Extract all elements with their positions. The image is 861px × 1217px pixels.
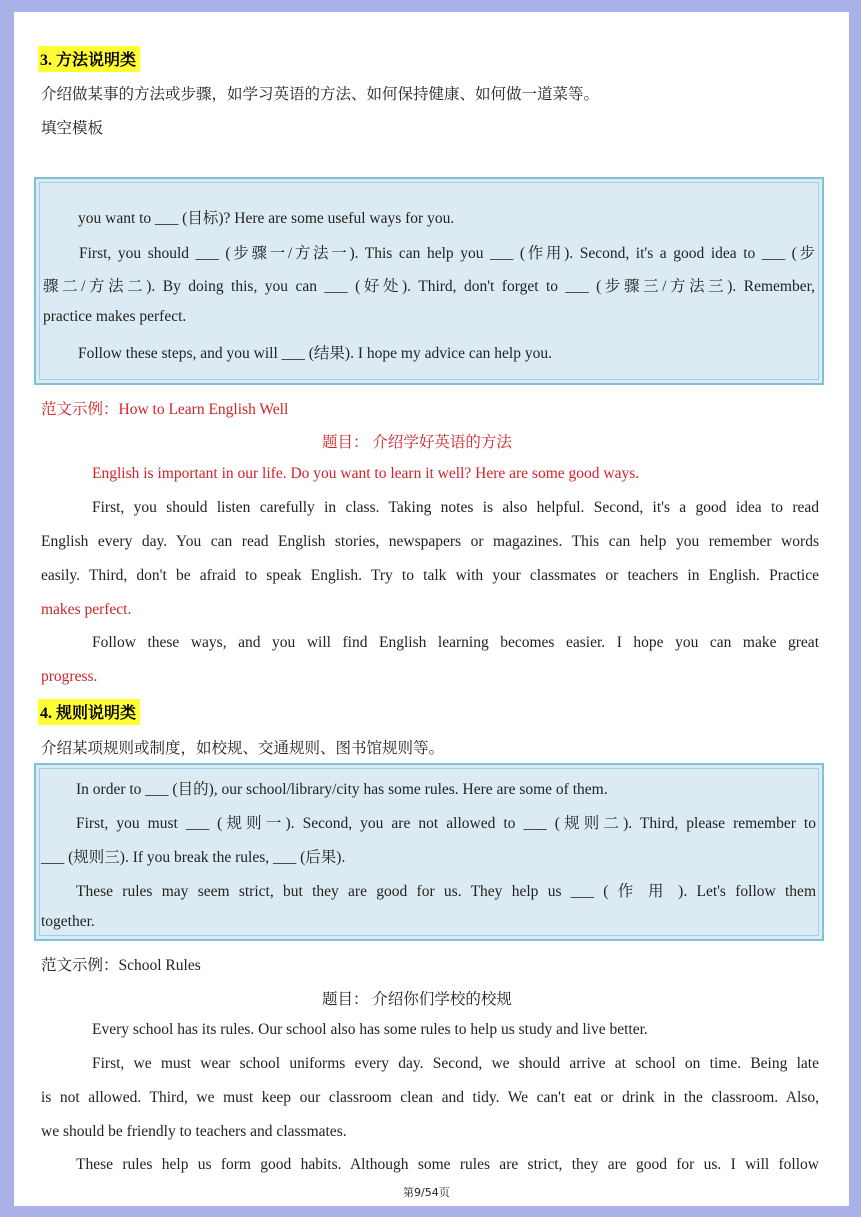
section4-template-line: In order to ___ (目的), our school/library/city has some rules. Here are some of them. <box>76 781 608 798</box>
section3-example-line: First, you should listen carefully in class. Taking notes is also helpful. Second, it's a good idea to read <box>92 499 819 516</box>
section3-example-line: English every day. You can read English stories, newspapers or magazines. This can help you remember words <box>41 533 819 550</box>
section3-template-line: Follow these steps, and you will ___ (结果). I hope my advice can help you. <box>78 345 552 362</box>
section3-example-title: 题目： 介绍学好英语的方法 <box>322 434 512 451</box>
section4-example-line: we should be friendly to teachers and classmates. <box>41 1123 347 1140</box>
section3-template-line: First, you should ___ (步骤一/方法一). This can help you ___ (作用). Second, it's a good idea to ___ (步 <box>79 245 815 262</box>
section4-example-line: These rules help us form good habits. Although some rules are strict, they are good for us. I will follow <box>76 1156 819 1173</box>
section4-example-title: 题目： 介绍你们学校的校规 <box>322 991 512 1008</box>
section3-example-line: English is important in our life. Do you want to learn it well? Here are some good ways. <box>92 465 640 482</box>
page-number: 第9/54页 <box>403 1186 450 1199</box>
section4-example-line: Every school has its rules. Our school also has some rules to help us study and live better. <box>92 1021 648 1038</box>
section3-example-label: 范文示例：How to Learn English Well <box>41 401 289 418</box>
section3-intro: 介绍做某事的方法或步骤，如学习英语的方法、如何保持健康、如何做一道菜等。 <box>41 86 600 103</box>
section4-template-line: together. <box>41 913 95 930</box>
section4-template-line: First, you must ___ (规则一). Second, you are not allowed to ___ (规则二). Third, please remember to <box>76 815 816 832</box>
section3-example-line: easily. Third, don't be afraid to speak English. Try to talk with your classmates or teachers in English. Practice <box>41 567 819 584</box>
section4-template-line: These rules may seem strict, but they are good for us. They help us ___ ( 作 用 ). Let's follow them <box>76 883 816 900</box>
section4-example-label: 范文示例：School Rules <box>41 957 201 974</box>
section3-template-line: you want to ___ (目标)? Here are some useful ways for you. <box>78 210 455 227</box>
document-page <box>14 12 849 1206</box>
section3-template-line: practice makes perfect. <box>43 308 187 325</box>
section3-template-line: 骤二/方法二). By doing this, you can ___ (好处). Third, don't forget to ___ (步骤三/方法三). Remember, <box>43 278 815 295</box>
section3-template-label: 填空模板 <box>41 120 104 137</box>
section3-example-line: progress. <box>41 668 98 685</box>
section4-example-line: First, we must wear school uniforms every day. Second, we should arrive at school on time. Being late <box>92 1055 819 1072</box>
section3-heading: 3. 方法说明类 <box>38 46 140 72</box>
section4-intro: 介绍某项规则或制度，如校规、交通规则、图书馆规则等。 <box>41 740 445 757</box>
section4-heading: 4. 规则说明类 <box>38 699 140 725</box>
section3-example-line: Follow these ways, and you will find English learning becomes easier. I hope you can make great <box>92 634 819 651</box>
section4-template-line: ___ (规则三). If you break the rules, ___ (后果). <box>41 849 346 866</box>
section4-example-line: is not allowed. Third, we must keep our classroom clean and tidy. We can't eat or drink in the classroom. Also, <box>41 1089 819 1106</box>
section3-example-line: makes perfect. <box>41 601 132 618</box>
